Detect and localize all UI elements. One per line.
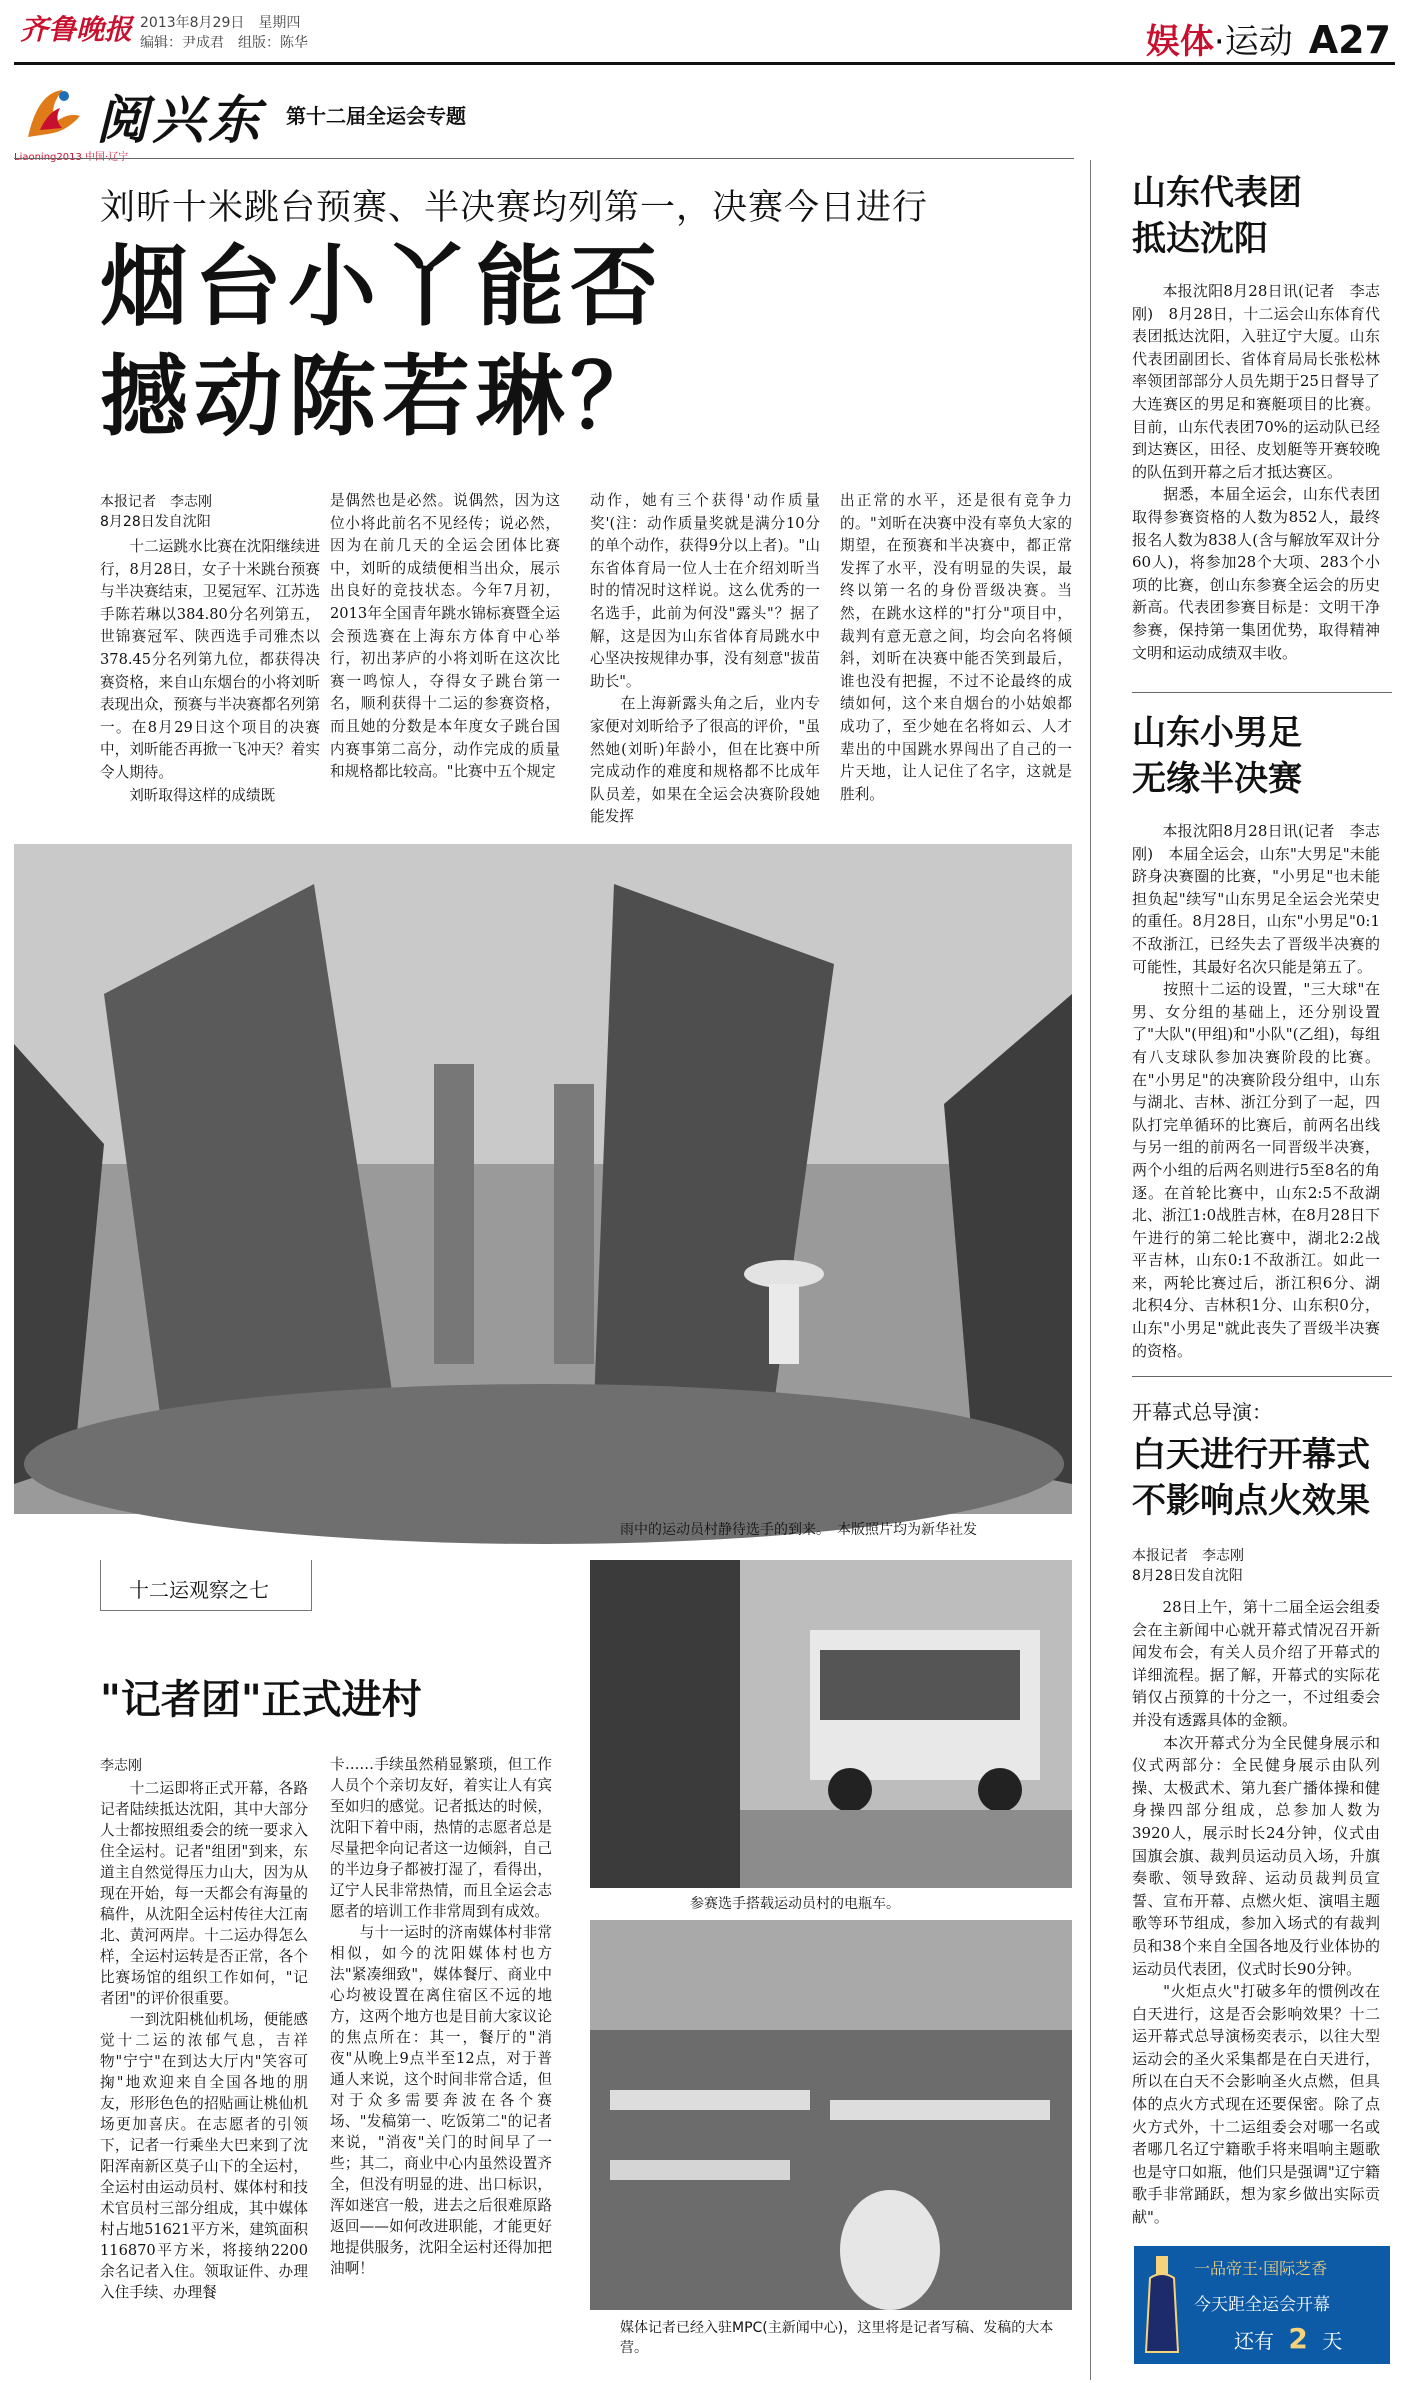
sidebar-rule-1 [1132,692,1392,693]
main-photo-caption: 雨中的运动员村静待选手的到来。 本版照片均为新华社发 [620,1522,977,1538]
sidebar-divider [1090,160,1091,2380]
section-label-red: 娱体 [1145,22,1214,62]
lead-author: 本报记者 李志刚 [100,494,212,510]
section-header [1146,14,1391,63]
sidebar-story3-dateline: 8月28日发自沈阳 [1132,1568,1243,1584]
ad-countdown-number: 2 [1288,2322,1308,2355]
sidebar-story2-headline-line1: 山东小男足 [1132,713,1302,753]
ad-countdown-suffix: 天 [1322,2329,1343,2353]
sidebar-story1-headline-line2: 抵达沈阳 [1132,219,1268,259]
liquor-bottle-icon [1142,2256,1182,2356]
sidebar-rule-2 [1132,1376,1392,1377]
cart-photo-caption: 参赛选手搭载运动员村的电瓶车。 [690,1896,900,1912]
lead-col-2: 是偶然也是必然。说偶然，因为这位小将此前名不见经传；说必然，因为在前几天的全运会团体比赛中，刘昕的成绩便相当出众，展示出良好的竞技状态。今年7月初，2013年全国青年跳水锦标赛暨全运会预选赛在上海东方体育中心举行，初出茅庐的小将刘昕在这次比赛一鸣惊人，夺得女子跳台第一名，顺利获得十二运的参赛资格，而且她的分数是本年度女子跳台国内赛事第二高分，动作完成的质量和规格都比较高。"比赛中五个规定 [330,492,560,781]
games-emblem-icon [18,82,88,144]
lead-headline [100,232,664,452]
feature-byline: 李志刚 [100,1758,142,1774]
lead-col-4: 出正常的水平，还是很有竞争力的。"刘昕在决赛中没有辜负大家的期望，在预赛和半决赛中，都正常发挥了水平，没有明显的失误，最终以第一名的身份晋级决赛。当然，在跳水这样的"打分"项目中，裁判有意无意之间，均会向名将倾斜，刘昕在决赛中能否笑到最后，谁也没有把握，不过不论最终的成绩如何，这个来自烟台的小姑娘都成功了，至少她在名将如云、人才辈出的中国跳水界闯出了自己的一片天地，让人记住了名字，这就是胜利。 [840,492,1072,803]
feature-col-1: 十二运即将正式开幕，各路记者陆续抵达沈阳，其中大部分人士都按照组委会的统一要求入住全运村。记者"组团"到来，东道主自然觉得压力山大，因为从现在开始，每一天都会有海量的稿件，从沈阳全运村传往大江南北、黄河两岸。十二运办得怎么样，全运村运转是否正常，各个比赛场馆的组织工作如何，"记者团"的评价很重要。 一到沈阳桃仙机场，便能感觉十二运的浓郁气息，吉祥物"宁宁"在到达大厅内"笑容可掬"地欢迎来自全国各地的朋友，形形色色的招贴画让桃仙机场更加喜庆。在志愿者的引领下，记者一行乘坐大巴来到了沈阳浑南新区莫子山下的全运村，全运村由运动员村、媒体村和技术官员村三部分组成，其中媒体村占地51621平方米，建筑面积116870平方米，将接纳2200余名记者入住。领取证件、办理入住手续、办理餐 [100,1780,308,2301]
sidebar-story3-kicker: 开幕式总导演： [1132,1400,1272,1424]
sidebar-story2-headline [1132,710,1302,802]
athletes-village-photo [14,844,1072,1514]
ad-countdown-prefix: 还有 [1234,2329,1274,2353]
lead-dateline: 8月28日发自沈阳 [100,514,211,530]
masthead-rule [14,62,1395,65]
sidebar-story3-body: 28日上午，第十二届全运会组委会在主新闻中心就开幕式情况召开新闻发布会，有关人员介绍了开幕式的详细流程。据了解，开幕式的实际花销仅占预算的十分之一，不过组委会并没有透露具体的金额。 本次开幕式分为全民健身展示和仪式两部分：全民健身展示由队列操、太极武术、第九套广播体操和健身操四部分组成，总参加人数为3920人，展示时长24分钟，仪式由国旗会旗、裁判员运动员入场，升旗奏歌、领导致辞、运动员裁判员宣誓、宣布开幕、点燃火炬、演唱主题歌等环节组成，参加入场式的有裁判员和38个来自全国各地及行业体协的运动员代表团，仪式时长90分钟。 "火炬点火"打破多年的惯例改在白天进行，这是否会影响效果？十二运开幕式总导演杨奕表示，以往大型运动会的圣火采集都是在白天进行，所以在白天不会影响圣火点燃，但具体的点火方式现在还要保密。除了点火方式外，十二运组委会对哪一名或者哪几名辽宁籍歌手将来唱响主题歌也是守口如瓶，他们只是强调"辽宁籍歌手非常踊跃，想为家乡做出实际贡献"。 [1132,1598,1380,2227]
press-center-photo [590,1920,1072,2310]
brand-title: 阅兴东 [96,90,265,151]
feature-label-box [100,1560,312,1611]
ad-brand: 一品帝王·国际芝香 [1194,2259,1328,2278]
lead-headline-line1: 烟台小丫能否 [100,235,665,338]
feature-headline: "记者团"正式进村 [100,1677,422,1723]
countdown-ad [1134,2246,1390,2364]
sidebar-story1-body: 本报沈阳8月28日讯(记者 李志刚) 8月28日，十二运会山东体育代表团抵达沈阳，入驻辽宁大厦。山东代表团副团长、省体育局局长张松林率领团部部分人员先期于25日督导了大连赛区的男足和赛艇项目的比赛。目前，山东代表团70%的运动队已经到达赛区，田径、皮划艇等开赛较晚的队伍到开幕之后才抵达赛区。 据悉，本届全运会，山东代表团取得参赛资格的人数为852人，最终报名人数为838人(含与解放军双计分60人)，将参加28个大项、283个小项的比赛，创山东参赛全运会的历史新高。代表团参赛目标是：文明干净参赛，保持第一集团优势，取得精神文明和运动成绩双丰收。 [1132,282,1380,662]
lead-col-1: 十二运跳水比赛在沈阳继续进行，8月28日，女子十米跳台预赛与半决赛结束，卫冕冠军、江苏选手陈若琳以384.80分名列第五，世锦赛冠军、陕西选手司雅杰以378.45分名列第九位，都获得决赛资格，来自山东烟台的小将刘昕表现出众，预赛与半决赛都名列第一。在8月29日这个项目的决赛中，刘昕能否再掀一飞冲天？着实令人期待。 刘昕取得这样的成绩既 [100,538,320,804]
page-number: A27 [1308,18,1391,62]
sidebar-story3-headline-line1: 白天进行开幕式 [1132,1435,1370,1475]
sidebar-story1-headline-line1: 山东代表团 [1132,173,1302,213]
section-label: ·运动 [1213,22,1293,62]
lead-col-3: 动作，她有三个获得'动作质量奖'(注：动作质量奖就是满分10分的单个动作，获得9分以上者)。"山东省体育局一位人士在介绍刘昕当时的情况时这样说。这么优秀的一名选手，此前为何没"露头"？据了解，这是因为山东省体育局跳水中心坚决按规律办事，没有刻意"拔苗助长"。 在上海新露头角之后，业内专家便对刘昕给予了很高的评价，"虽然她(刘昕)年龄小，但在比赛中所完成动作的难度和规格都不比成年队员差，如果在全运会决赛阶段她能发挥 [590,492,820,826]
lead-headline-line2: 撼动陈若琳？ [100,345,665,448]
sidebar-story1-headline [1132,170,1302,262]
sidebar-story2-body: 本报沈阳8月28日讯(记者 李志刚) 本届全运会，山东"大男足"未能跻身决赛圈的比赛，"小男足"也未能担负起"续写"山东男足全运会光荣史的重任。8月28日，山东"小男足"0:1不敌浙江，已经失去了晋级半决赛的可能性，其最好名次只能是第五了。 按照十二运的设置，"三大球"在男、女分组的基础上，还分别设置了"大队"(甲组)和"小队"(乙组)，每组有八支球队参加决赛阶段的比赛。在"小男足"的决赛阶段分组中，山东与湖北、吉林、浙江分到了一起，四队打完单循环的比赛后，前两名出线与另一组的前两名一同晋级半决赛，两个小组的后两名则进行5至8名的角逐。在首轮比赛中，山东2:5不敌湖北、浙江1:0战胜吉林，在8月28日下午进行的第二轮比赛中，湖北2:2战平吉林，山东0:1不敌浙江。如此一来，两轮比赛过后，浙江积6分、湖北积4分、吉林积1分、山东积0分，山东"小男足"就此丧失了晋级半决赛的资格。 [1132,822,1380,1360]
newspaper-logo: 齐鲁晚报 [20,13,133,46]
editor-line: 编辑：尹成君 组版：陈华 [140,35,308,51]
lead-kicker: 刘昕十米跳台预赛、半决赛均列第一，决赛今日进行 [100,188,929,228]
sidebar-story3-headline [1132,1432,1370,1524]
feature-label: 十二运观察之七 [129,1578,269,1602]
electric-cart-photo [590,1560,1072,1888]
sidebar-story3-byline [1132,1546,1244,1586]
brand-subtitle: 第十二届全运会专题 [286,104,466,128]
brand-rule [14,158,1074,159]
sidebar-story2-headline-line2: 无缘半决赛 [1132,759,1302,799]
sidebar-story3-author: 本报记者 李志刚 [1132,1548,1244,1564]
feature-col-2: 卡……手续虽然稍显繁琐，但工作人员个个亲切友好，着实让人有宾至如归的感觉。记者抵达的时候，沈阳下着中雨，热情的志愿者总是尽量把伞向记者这一边倾斜，自己的半边身子都被打湿了，看得出，辽宁人民非常热情，而且全运会志愿者的培训工作非常周到有成效。 与十一运时的济南媒体村非常相似，如今的沈阳媒体村也方法"紧凑细致"，媒体餐厅、商业中心均被设置在离住宿区不远的地方，这两个地方也是目前大家议论的焦点所在：其一，餐厅的"消夜"从晚上9点半至12点，对于普通人来说，这个时间非常合适，但对于众多需要奔波在各个赛场、"发稿第一、吃饭第二"的记者来说，"消夜"关门的时间早了一些；其二，商业中心内虽然设置齐全，但没有明显的进、出口标识，浑如迷宫一般，进去之后很难原路返回——如何改进职能，才能更好地提供服务，沈阳全运村还得加把油啊！ [330,1756,552,2277]
ad-countdown [1234,2322,1342,2355]
sidebar-story3-headline-line2: 不影响点火效果 [1132,1481,1370,1521]
date-line: 2013年8月29日 星期四 [140,15,301,31]
lead-byline [100,492,212,532]
press-photo-caption: 媒体记者已经入驻MPC(主新闻中心)，这里将是记者写稿、发稿的大本营。 [620,2320,1054,2356]
ad-countdown-line: 今天距全运会开幕 [1194,2295,1330,2315]
